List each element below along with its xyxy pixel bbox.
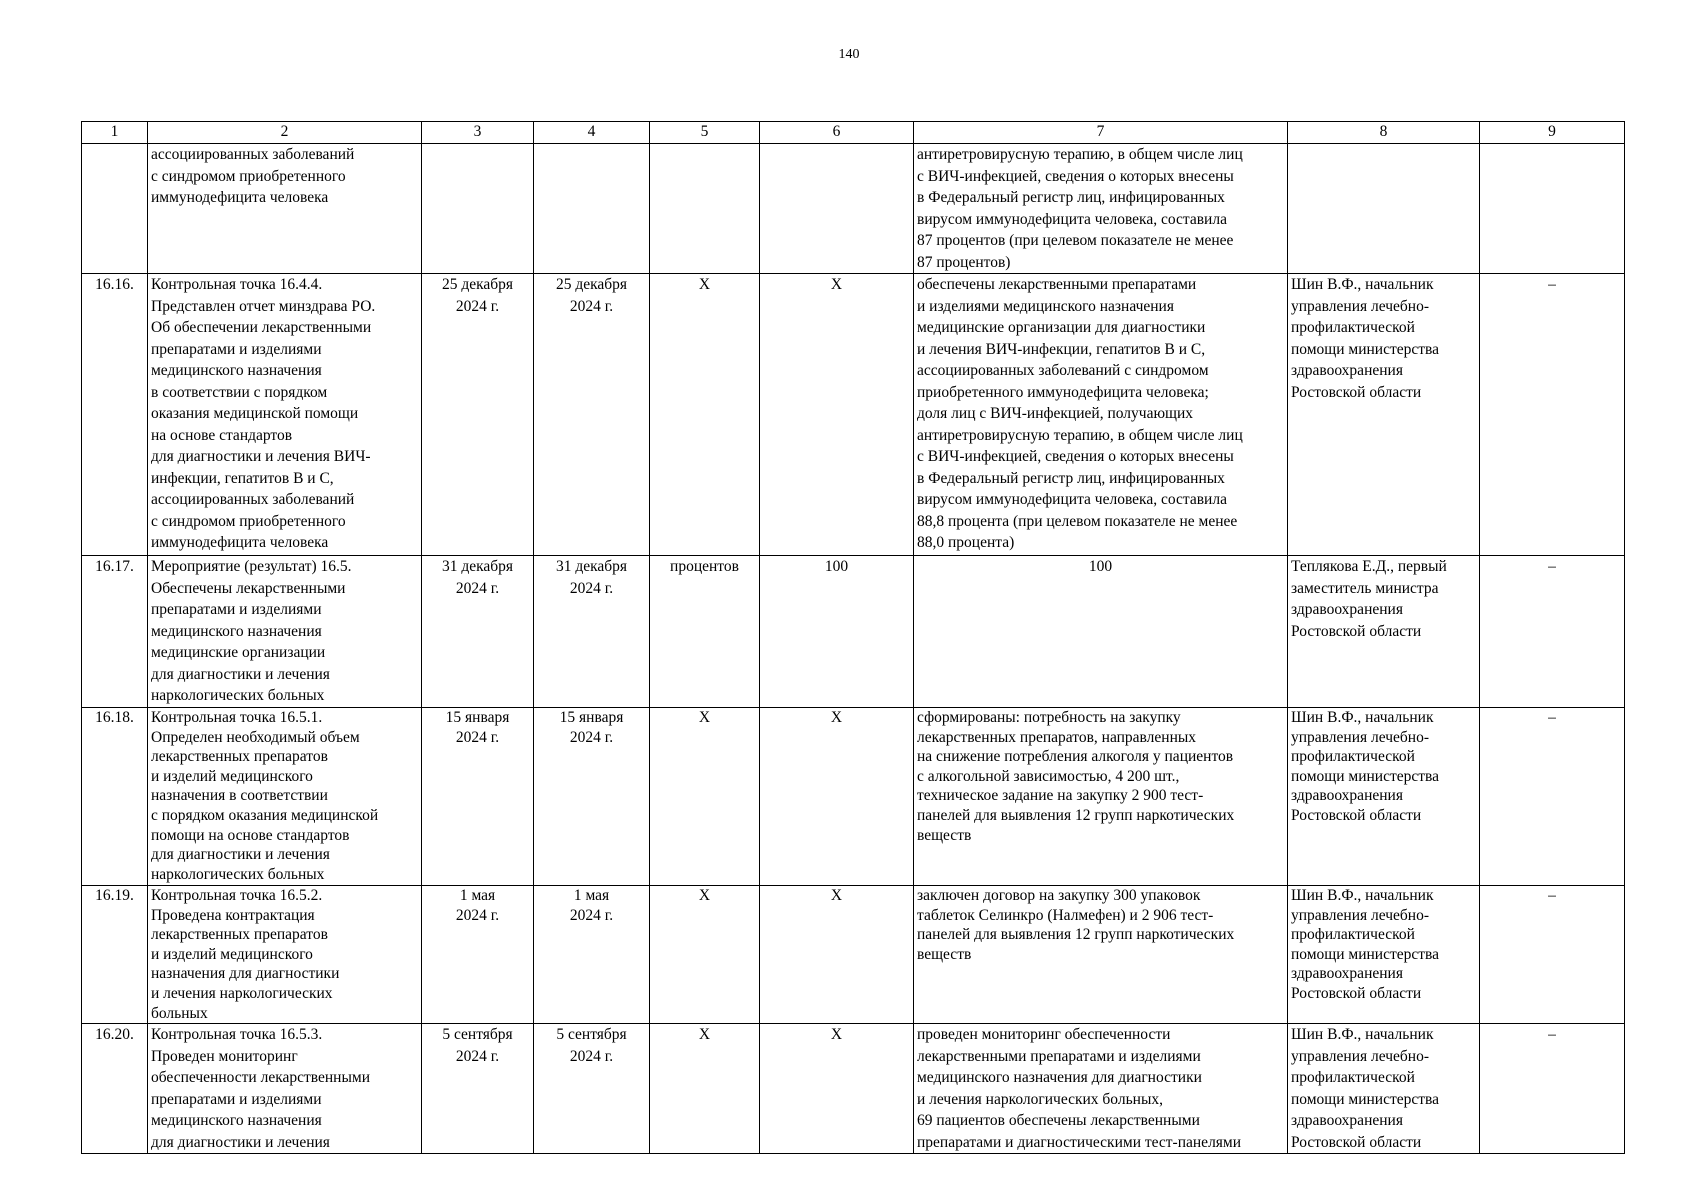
fact-date: 31 декабря 2024 г. xyxy=(534,556,650,708)
plan-value: 100 xyxy=(760,556,914,708)
plan-date: 1 мая 2024 г. xyxy=(422,886,534,1024)
fact-date: 5 сентября 2024 г. xyxy=(534,1024,650,1154)
responsible: Шин В.Ф., начальник управления лечебно- профилактической помощи министерства здравоохранения Ростовской области xyxy=(1288,708,1480,886)
row-number: 16.19. xyxy=(82,886,148,1024)
table-row xyxy=(82,274,1625,556)
result: сформированы: потребность на закупку лекарственных препаратов, направленных на снижение потребления алкоголя у пациентов с алкогольной зависимостью, 4 200 шт., техническое задание на закупку 2 900 тест- панелей для выявления 12 групп наркотических веществ xyxy=(914,708,1288,886)
report-table xyxy=(81,121,1625,1154)
fact-date: 25 декабря 2024 г. xyxy=(534,274,650,556)
fact-date xyxy=(534,144,650,274)
plan-date: 31 декабря 2024 г. xyxy=(422,556,534,708)
unit: процентов xyxy=(650,556,760,708)
plan-value: Х xyxy=(760,1024,914,1154)
event-name: Контрольная точка 16.5.3. Проведен мониторинг обеспеченности лекарственными препаратами и изделиями медицинского назначения для диагностики и лечения xyxy=(148,1024,422,1154)
responsible: Шин В.Ф., начальник управления лечебно- профилактической помощи министерства здравоохранения Ростовской области xyxy=(1288,886,1480,1024)
row-number xyxy=(82,144,148,274)
result: заключен договор на закупку 300 упаковок таблеток Селинкро (Налмефен) и 2 906 тест- панелей для выявления 12 групп наркотических веществ xyxy=(914,886,1288,1024)
plan-date: 5 сентября 2024 г. xyxy=(422,1024,534,1154)
column-header: 2 xyxy=(148,122,422,144)
plan-date: 25 декабря 2024 г. xyxy=(422,274,534,556)
note: – xyxy=(1480,1024,1625,1154)
event-name: Контрольная точка 16.5.1. Определен необходимый объем лекарственных препаратов и изделий медицинского назначения в соответствии с порядком оказания медицинской помощи на основе стандартов для диагностики и лечения наркологических больных xyxy=(148,708,422,886)
plan-value: Х xyxy=(760,274,914,556)
column-header: 9 xyxy=(1480,122,1625,144)
plan-date xyxy=(422,144,534,274)
column-header: 6 xyxy=(760,122,914,144)
column-header: 5 xyxy=(650,122,760,144)
table-row xyxy=(82,708,1625,886)
table-row xyxy=(82,144,1625,274)
result: обеспечены лекарственными препаратами и изделиями медицинского назначения медицинские организации для диагностики и лечения ВИЧ-инфекции, гепатитов В и С, ассоциированных заболеваний с синдромом приобретенного иммунодефицита человека; доля лиц с ВИЧ-инфекцией, получающих антиретровирусную терапию, в общем числе лиц с ВИЧ-инфекцией, сведения о которых внесены в Федеральный регистр лиц, инфицированных вирусом иммунодефицита человека, составила 88,8 процента (при целевом показателе не менее 88,0 процента) xyxy=(914,274,1288,556)
row-number: 16.18. xyxy=(82,708,148,886)
plan-date: 15 января 2024 г. xyxy=(422,708,534,886)
plan-value: Х xyxy=(760,886,914,1024)
header-row xyxy=(82,122,1625,144)
event-name: ассоциированных заболеваний с синдромом приобретенного иммунодефицита человека xyxy=(148,144,422,274)
note xyxy=(1480,144,1625,274)
unit: Х xyxy=(650,274,760,556)
column-header: 3 xyxy=(422,122,534,144)
note: – xyxy=(1480,708,1625,886)
responsible xyxy=(1288,144,1480,274)
note: – xyxy=(1480,556,1625,708)
result: проведен мониторинг обеспеченности лекарственными препаратами и изделиями медицинского назначения для диагностики и лечения наркологических больных, 69 пациентов обеспечены лекарственными препаратами и диагностическими тест-панелями xyxy=(914,1024,1288,1154)
row-number: 16.16. xyxy=(82,274,148,556)
event-name: Контрольная точка 16.4.4. Представлен отчет минздрава РО. Об обеспечении лекарственными препаратами и изделиями медицинского назначения в соответствии с порядком оказания медицинской помощи на основе стандартов для диагностики и лечения ВИЧ- инфекции, гепатитов В и С, ассоциированных заболеваний с синдромом приобретенного иммунодефицита человека xyxy=(148,274,422,556)
unit: Х xyxy=(650,708,760,886)
note: – xyxy=(1480,886,1625,1024)
table-row xyxy=(82,556,1625,708)
page-number: 140 xyxy=(838,47,860,62)
row-number: 16.17. xyxy=(82,556,148,708)
unit: Х xyxy=(650,1024,760,1154)
responsible: Шин В.Ф., начальник управления лечебно- профилактической помощи министерства здравоохранения Ростовской области xyxy=(1288,1024,1480,1154)
unit: Х xyxy=(650,886,760,1024)
plan-value: Х xyxy=(760,708,914,886)
unit xyxy=(650,144,760,274)
table-row xyxy=(82,1024,1625,1154)
plan-value xyxy=(760,144,914,274)
column-header: 7 xyxy=(914,122,1288,144)
result: антиретровирусную терапию, в общем числе лиц с ВИЧ-инфекцией, сведения о которых внесены в Федеральный регистр лиц, инфицированных вирусом иммунодефицита человека, составила 87 процентов (при целевом показателе не менее 87 процентов) xyxy=(914,144,1288,274)
note: – xyxy=(1480,274,1625,556)
row-number: 16.20. xyxy=(82,1024,148,1154)
column-header: 4 xyxy=(534,122,650,144)
responsible: Теплякова Е.Д., первый заместитель министра здравоохранения Ростовской области xyxy=(1288,556,1480,708)
event-name: Мероприятие (результат) 16.5. Обеспечены лекарственными препаратами и изделиями медицинского назначения медицинские организации для диагностики и лечения наркологических больных xyxy=(148,556,422,708)
fact-date: 15 января 2024 г. xyxy=(534,708,650,886)
fact-date: 1 мая 2024 г. xyxy=(534,886,650,1024)
table-row xyxy=(82,886,1625,1024)
column-header: 8 xyxy=(1288,122,1480,144)
responsible: Шин В.Ф., начальник управления лечебно- профилактической помощи министерства здравоохранения Ростовской области xyxy=(1288,274,1480,556)
event-name: Контрольная точка 16.5.2. Проведена контрактация лекарственных препаратов и изделий медицинского назначения для диагностики и лечения наркологических больных xyxy=(148,886,422,1024)
result: 100 xyxy=(914,556,1288,708)
column-header: 1 xyxy=(82,122,148,144)
